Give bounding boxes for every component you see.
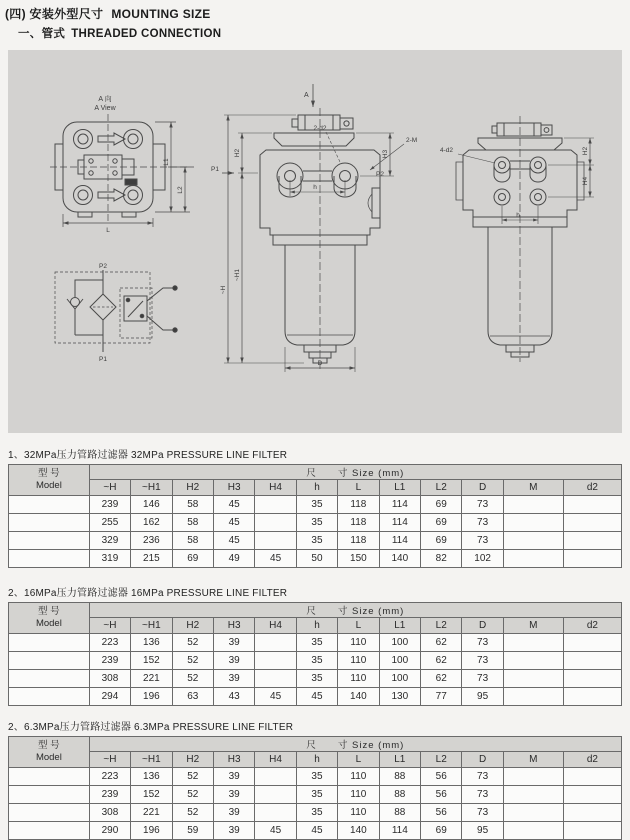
value-cell: 73 — [462, 496, 503, 514]
value-cell: 110 — [338, 768, 379, 786]
value-cell: 62 — [421, 634, 462, 652]
value-cell: 152 — [131, 786, 172, 804]
value-cell — [563, 634, 621, 652]
table-row — [9, 670, 622, 688]
value-cell: 39 — [213, 804, 254, 822]
value-cell: 45 — [255, 688, 296, 706]
dim-label-h1: ~H1 — [234, 268, 241, 282]
value-cell — [255, 804, 296, 822]
value-cell: 73 — [462, 514, 503, 532]
model-cell — [9, 688, 90, 706]
value-cell: 58 — [172, 496, 213, 514]
page-title-cn: (四) 安装外型尺寸 — [5, 7, 104, 21]
value-cell: 236 — [131, 532, 172, 550]
value-cell — [255, 652, 296, 670]
value-cell: 49 — [213, 550, 254, 568]
column-header: d2 — [563, 752, 621, 768]
technical-drawing — [8, 50, 622, 433]
dim-label-h2-front: H2 — [234, 148, 241, 158]
value-cell: 290 — [89, 822, 130, 840]
column-header: ~H — [89, 752, 130, 768]
table-title: 2、6.3MPa压力管路过滤器 6.3MPa PRESSURE LINE FILTER — [8, 722, 294, 733]
column-header: L1 — [379, 618, 420, 634]
value-cell: 100 — [379, 652, 420, 670]
table-row — [9, 786, 622, 804]
table-row — [9, 634, 622, 652]
value-cell — [563, 822, 621, 840]
column-header: L1 — [379, 480, 420, 496]
value-cell: 73 — [462, 532, 503, 550]
table-section-32mpa — [0, 446, 630, 568]
value-cell: 223 — [89, 634, 130, 652]
value-cell: 45 — [213, 532, 254, 550]
value-cell: 52 — [172, 634, 213, 652]
column-header: ~H — [89, 480, 130, 496]
value-cell: 35 — [296, 496, 337, 514]
column-header: L1 — [379, 752, 420, 768]
value-cell: 110 — [338, 670, 379, 688]
value-cell: 73 — [462, 804, 503, 822]
table-container — [8, 602, 630, 706]
value-cell: 114 — [379, 822, 420, 840]
value-cell: 88 — [379, 804, 420, 822]
column-header: L — [338, 752, 379, 768]
model-header-cn: 型 号 — [38, 606, 60, 618]
value-cell: 35 — [296, 804, 337, 822]
model-cell — [9, 550, 90, 568]
value-cell — [563, 652, 621, 670]
value-cell: 52 — [172, 670, 213, 688]
value-cell: 118 — [338, 532, 379, 550]
value-cell: 102 — [462, 550, 503, 568]
model-cell — [9, 822, 90, 840]
column-header: L2 — [421, 618, 462, 634]
table-row — [9, 652, 622, 670]
dim-label-l2: L2 — [177, 186, 184, 194]
value-cell: 62 — [421, 652, 462, 670]
flow-arrow-icon — [98, 189, 125, 201]
port-label-p1-front: P1 — [211, 166, 219, 173]
value-cell: 69 — [421, 822, 462, 840]
value-cell: 39 — [213, 786, 254, 804]
column-header: H2 — [172, 480, 213, 496]
model-cell — [9, 532, 90, 550]
section-subtitle — [18, 25, 630, 41]
column-header: L — [338, 480, 379, 496]
value-cell: 45 — [255, 822, 296, 840]
value-cell: 239 — [89, 786, 130, 804]
value-cell: 45 — [296, 822, 337, 840]
value-cell: 118 — [338, 514, 379, 532]
value-cell — [563, 532, 621, 550]
value-cell: 110 — [338, 786, 379, 804]
spec-table — [8, 736, 622, 840]
value-cell: 110 — [338, 804, 379, 822]
dim-label-h2-side: H2 — [582, 146, 589, 156]
value-cell: 73 — [462, 786, 503, 804]
dim-label-h4: H4 — [582, 176, 589, 186]
value-cell — [255, 514, 296, 532]
table-section-6-3mpa — [0, 718, 630, 840]
value-cell: 136 — [131, 768, 172, 786]
value-cell: 196 — [131, 822, 172, 840]
view-direction-label: A — [304, 92, 309, 99]
side-view-drawing — [440, 116, 594, 362]
column-header: H4 — [255, 480, 296, 496]
value-cell: 114 — [379, 532, 420, 550]
column-header: M — [503, 480, 563, 496]
column-header: h — [296, 618, 337, 634]
document-page — [0, 5, 630, 840]
value-cell: 35 — [296, 634, 337, 652]
value-cell: 150 — [338, 550, 379, 568]
table-title: 2、16MPa压力管路过滤器 16MPa PRESSURE LINE FILTER — [8, 588, 288, 599]
value-cell: 110 — [338, 652, 379, 670]
column-header: H3 — [213, 752, 254, 768]
value-cell: 162 — [131, 514, 172, 532]
value-cell — [563, 804, 621, 822]
value-cell: 140 — [338, 822, 379, 840]
value-cell: 56 — [421, 786, 462, 804]
column-header: H3 — [213, 480, 254, 496]
value-cell: 255 — [89, 514, 130, 532]
model-cell — [9, 652, 90, 670]
value-cell: 319 — [89, 550, 130, 568]
value-cell: 56 — [421, 804, 462, 822]
value-cell: 95 — [462, 688, 503, 706]
value-cell: 77 — [421, 688, 462, 706]
value-cell — [563, 688, 621, 706]
value-cell: 152 — [131, 652, 172, 670]
value-cell: 215 — [131, 550, 172, 568]
value-cell: 69 — [421, 514, 462, 532]
value-cell — [503, 768, 563, 786]
value-cell: 39 — [213, 634, 254, 652]
model-header-en: Model — [35, 752, 62, 763]
port-label-p2-front: P2 — [376, 171, 384, 178]
column-header: H2 — [172, 752, 213, 768]
value-cell — [563, 786, 621, 804]
holes-callout: 2-d2 — [313, 125, 327, 132]
value-cell: 88 — [379, 786, 420, 804]
size-header: 尺 寸 Size (mm) — [89, 603, 621, 618]
page-title — [5, 5, 630, 22]
value-cell — [255, 532, 296, 550]
model-column-header — [9, 737, 90, 768]
column-header: H4 — [255, 752, 296, 768]
value-cell: 35 — [296, 670, 337, 688]
flow-arrow-icon — [98, 133, 125, 145]
value-cell: 43 — [213, 688, 254, 706]
port-label-p2: P2 — [99, 263, 107, 270]
value-cell: 118 — [338, 496, 379, 514]
value-cell — [503, 532, 563, 550]
model-header-cn: 型 号 — [38, 740, 60, 752]
dim-label-h-small-side: h — [516, 212, 520, 219]
value-cell — [503, 688, 563, 706]
model-column-header — [9, 603, 90, 634]
value-cell: 114 — [379, 496, 420, 514]
table-row — [9, 514, 622, 532]
value-cell: 100 — [379, 634, 420, 652]
value-cell: 52 — [172, 804, 213, 822]
table-section-16mpa — [0, 584, 630, 706]
column-header: d2 — [563, 480, 621, 496]
dim-label-h3: H3 — [382, 149, 389, 159]
spec-table — [8, 602, 622, 706]
value-cell: 73 — [462, 670, 503, 688]
model-cell — [9, 786, 90, 804]
dim-label-l: L — [106, 227, 110, 234]
value-cell: 308 — [89, 804, 130, 822]
column-header: d2 — [563, 618, 621, 634]
table-container — [8, 736, 630, 840]
value-cell — [563, 550, 621, 568]
holes-callout-side: 4-d2 — [440, 147, 454, 154]
value-cell: 35 — [296, 514, 337, 532]
size-header: 尺 寸 Size (mm) — [89, 465, 621, 480]
table-row — [9, 496, 622, 514]
value-cell: 59 — [172, 822, 213, 840]
column-header: ~H1 — [131, 752, 172, 768]
column-header: D — [462, 618, 503, 634]
model-cell — [9, 496, 90, 514]
table-row — [9, 804, 622, 822]
page-title-en: MOUNTING SIZE — [111, 7, 211, 21]
value-cell — [563, 496, 621, 514]
value-cell — [503, 514, 563, 532]
value-cell: 50 — [296, 550, 337, 568]
table-row — [9, 822, 622, 840]
subtitle-en: THREADED CONNECTION — [71, 28, 222, 40]
dim-label-h-total: ~H — [220, 285, 227, 295]
value-cell — [503, 786, 563, 804]
column-header: M — [503, 752, 563, 768]
value-cell: 69 — [172, 550, 213, 568]
model-cell — [9, 514, 90, 532]
value-cell — [503, 652, 563, 670]
column-header: h — [296, 480, 337, 496]
value-cell: 221 — [131, 804, 172, 822]
table-container — [8, 464, 630, 568]
model-cell — [9, 804, 90, 822]
size-header: 尺 寸 Size (mm) — [89, 737, 621, 752]
mounting-drawing-panel — [8, 50, 622, 433]
value-cell — [503, 670, 563, 688]
value-cell: 56 — [421, 768, 462, 786]
column-header: L2 — [421, 752, 462, 768]
column-header: H4 — [255, 618, 296, 634]
value-cell: 39 — [213, 768, 254, 786]
value-cell — [503, 496, 563, 514]
value-cell: 69 — [421, 496, 462, 514]
value-cell: 140 — [379, 550, 420, 568]
value-cell: 239 — [89, 652, 130, 670]
value-cell — [255, 768, 296, 786]
value-cell: 35 — [296, 768, 337, 786]
value-cell: 45 — [296, 688, 337, 706]
thread-callout: 2-M — [406, 137, 418, 144]
value-cell: 196 — [131, 688, 172, 706]
value-cell — [563, 514, 621, 532]
a-view-label-cn: A 向 — [98, 96, 112, 103]
column-header: ~H1 — [131, 618, 172, 634]
value-cell: 52 — [172, 786, 213, 804]
value-cell — [503, 550, 563, 568]
value-cell: 294 — [89, 688, 130, 706]
column-header: L2 — [421, 480, 462, 496]
table-row — [9, 550, 622, 568]
model-header-cn: 型 号 — [38, 468, 60, 480]
value-cell — [255, 496, 296, 514]
model-header-en: Model — [35, 618, 62, 629]
table-row — [9, 532, 622, 550]
front-view-drawing — [211, 84, 417, 372]
subtitle-cn: 一、管式 — [18, 28, 66, 40]
model-cell — [9, 670, 90, 688]
column-header: h — [296, 752, 337, 768]
value-cell: 58 — [172, 532, 213, 550]
top-view-drawing — [50, 94, 194, 234]
value-cell: 35 — [296, 652, 337, 670]
value-cell — [563, 768, 621, 786]
value-cell: 52 — [172, 768, 213, 786]
dim-label-d: D — [317, 360, 323, 367]
value-cell: 35 — [296, 532, 337, 550]
value-cell: 146 — [131, 496, 172, 514]
value-cell: 35 — [296, 786, 337, 804]
model-header-en: Model — [35, 480, 62, 491]
value-cell: 45 — [213, 514, 254, 532]
hydraulic-schematic — [55, 263, 177, 363]
column-header: H2 — [172, 618, 213, 634]
value-cell: 45 — [255, 550, 296, 568]
table-row — [9, 768, 622, 786]
value-cell: 73 — [462, 634, 503, 652]
value-cell: 63 — [172, 688, 213, 706]
value-cell — [255, 634, 296, 652]
value-cell — [503, 634, 563, 652]
value-cell: 82 — [421, 550, 462, 568]
port-label-p1: P1 — [99, 356, 107, 363]
table-row — [9, 688, 622, 706]
column-header: ~H1 — [131, 480, 172, 496]
value-cell: 239 — [89, 496, 130, 514]
value-cell: 136 — [131, 634, 172, 652]
value-cell: 221 — [131, 670, 172, 688]
dim-label-l1: L1 — [163, 158, 170, 166]
column-header: M — [503, 618, 563, 634]
value-cell: 45 — [213, 496, 254, 514]
value-cell: 58 — [172, 514, 213, 532]
value-cell: 73 — [462, 652, 503, 670]
value-cell: 130 — [379, 688, 420, 706]
column-header: L — [338, 618, 379, 634]
value-cell: 39 — [213, 822, 254, 840]
value-cell: 52 — [172, 652, 213, 670]
model-cell — [9, 768, 90, 786]
value-cell: 114 — [379, 514, 420, 532]
value-cell: 110 — [338, 634, 379, 652]
value-cell — [503, 822, 563, 840]
value-cell: 39 — [213, 670, 254, 688]
value-cell: 69 — [421, 532, 462, 550]
value-cell — [563, 670, 621, 688]
dim-label-h-small: h — [313, 184, 317, 191]
column-header: ~H — [89, 618, 130, 634]
model-cell — [9, 634, 90, 652]
value-cell — [255, 786, 296, 804]
spec-table — [8, 464, 622, 568]
value-cell: 100 — [379, 670, 420, 688]
value-cell: 88 — [379, 768, 420, 786]
column-header: H3 — [213, 618, 254, 634]
value-cell: 39 — [213, 652, 254, 670]
value-cell — [255, 670, 296, 688]
model-column-header — [9, 465, 90, 496]
value-cell: 73 — [462, 768, 503, 786]
a-view-label-en: A View — [94, 105, 116, 112]
value-cell: 223 — [89, 768, 130, 786]
value-cell — [503, 804, 563, 822]
column-header: D — [462, 752, 503, 768]
table-title: 1、32MPa压力管路过滤器 32MPa PRESSURE LINE FILTER — [8, 450, 288, 461]
value-cell: 62 — [421, 670, 462, 688]
value-cell: 329 — [89, 532, 130, 550]
column-header: D — [462, 480, 503, 496]
value-cell: 308 — [89, 670, 130, 688]
value-cell: 140 — [338, 688, 379, 706]
value-cell: 95 — [462, 822, 503, 840]
